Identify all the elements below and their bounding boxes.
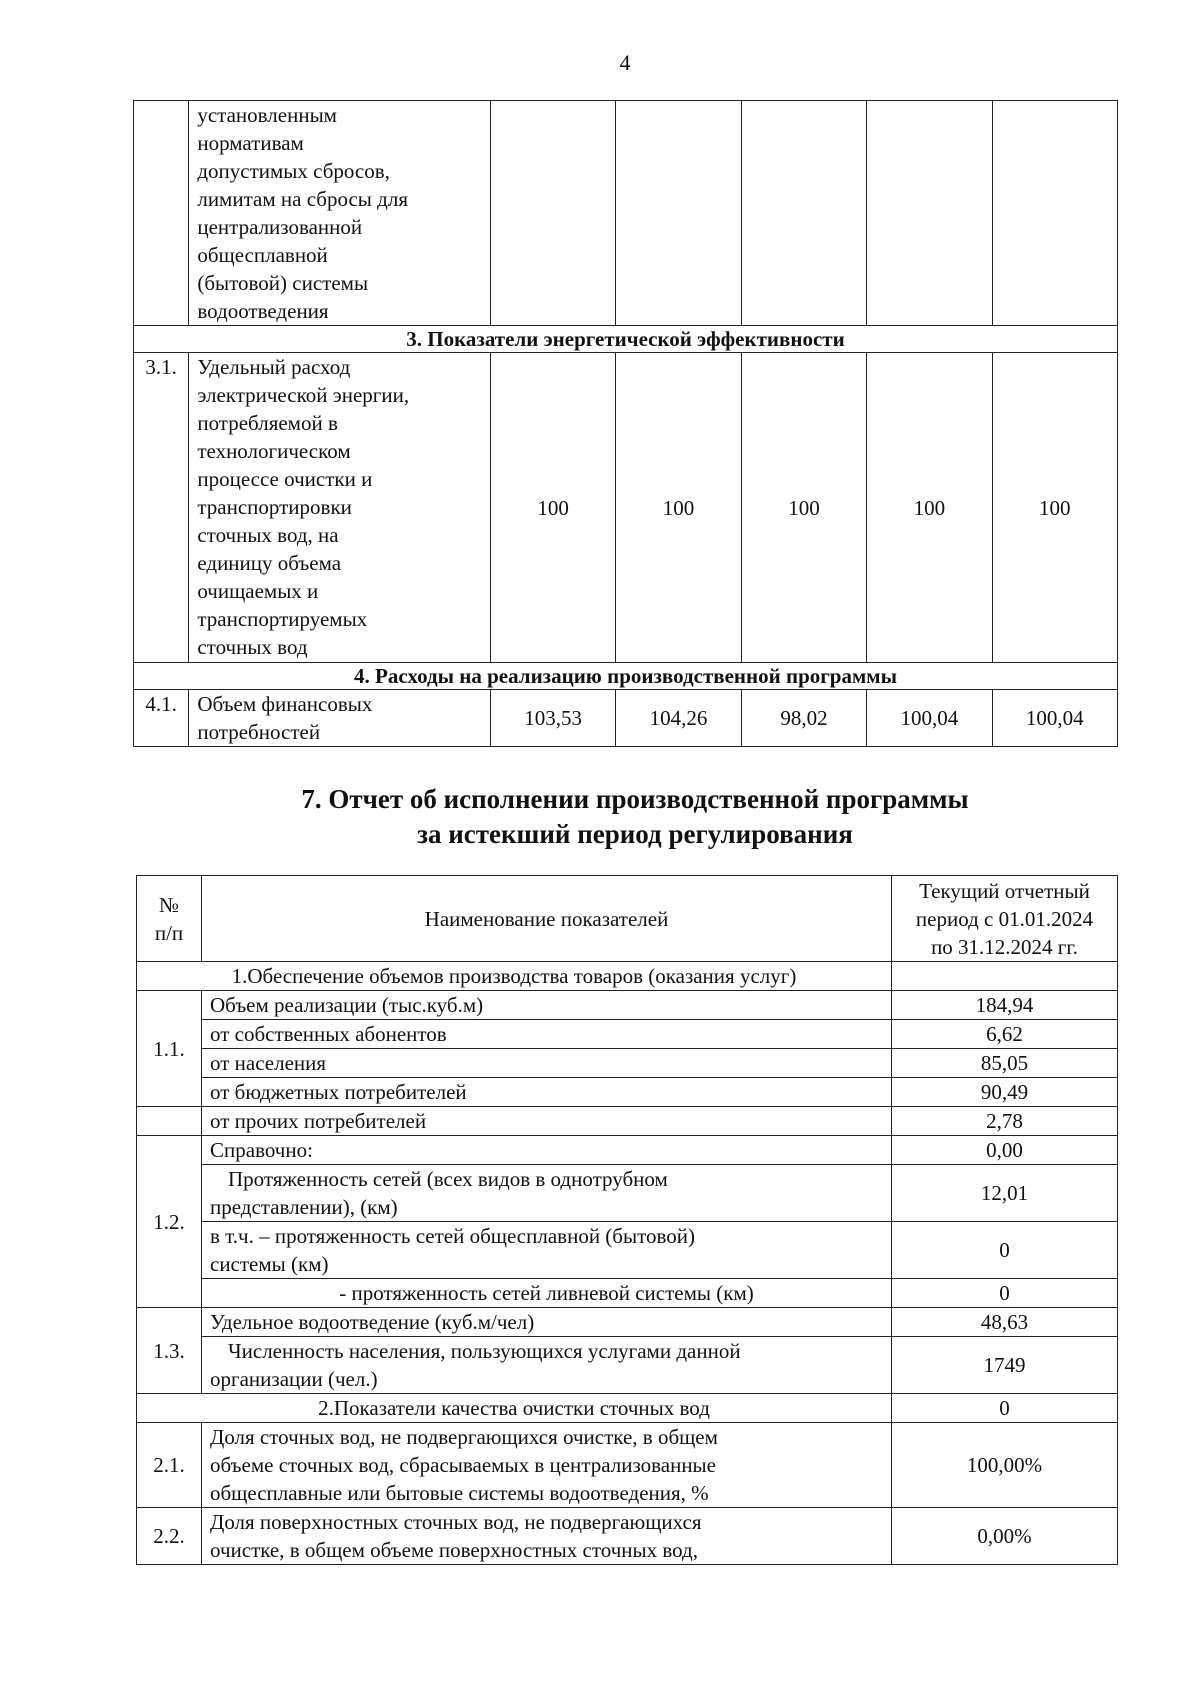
table-row	[137, 1279, 1118, 1308]
indicator-name-cell: Объем реализации (тыс.куб.м)	[202, 991, 892, 1020]
table-row	[137, 1423, 1118, 1508]
period-header-line: период с 01.01.2024	[915, 906, 1094, 931]
section-3-title: 3. Показатели энергетической эффективности	[134, 326, 1118, 353]
name-line: электрической энергии,	[197, 383, 410, 407]
name-line: организации (чел.)	[210, 1367, 378, 1391]
name-line: Протяженность сетей (всех видов в однотрубном	[228, 1167, 668, 1191]
indicator-name-cell	[202, 1222, 892, 1279]
value-cell	[892, 962, 1118, 991]
indicator-name-cell	[189, 101, 491, 326]
indicator-name-cell: Удельное водоотведение (куб.м/чел)	[202, 1308, 892, 1337]
number-header-line: №	[158, 892, 180, 917]
name-line: централизованной	[197, 215, 363, 239]
value-cell: 100	[741, 353, 866, 663]
value-cell: 103,53	[490, 690, 615, 747]
table-row	[137, 1107, 1118, 1136]
indicator-name-header: Наименование показателей	[202, 876, 892, 962]
indicator-name-cell	[202, 1337, 892, 1394]
table-row	[137, 1165, 1118, 1222]
value-cell: 90,49	[892, 1078, 1118, 1107]
page-number: 4	[619, 50, 631, 75]
section-row	[134, 326, 1118, 353]
row-number-cell: 3.1.	[134, 353, 189, 663]
row-number-cell: 1.1.	[137, 991, 202, 1107]
value-cell: 98,02	[741, 690, 866, 747]
name-line: установленным	[197, 103, 337, 127]
value-cell: 0	[892, 1394, 1118, 1423]
indicator-name-cell: от прочих потребителей	[202, 1107, 892, 1136]
value-cell: 0,00	[892, 1136, 1118, 1165]
section-2-title: 2.Показатели качества очистки сточных вод	[137, 1394, 892, 1423]
value-cell: 85,05	[892, 1049, 1118, 1078]
name-line: очищаемых и	[197, 579, 319, 603]
value-cell: 100	[992, 353, 1117, 663]
value-cell: 48,63	[892, 1308, 1118, 1337]
period-header-line: по 31.12.2024 гг.	[931, 934, 1078, 959]
table-row	[137, 1020, 1118, 1049]
header-row	[137, 876, 1118, 962]
name-line: сточных вод, на	[197, 523, 339, 547]
production-program-indicators-table	[133, 100, 1118, 747]
number-header-line: п/п	[154, 920, 184, 945]
name-line: Удельный расход	[197, 355, 351, 379]
row-number-cell: 2.2.	[137, 1508, 202, 1565]
indicator-name-cell: от бюджетных потребителей	[202, 1078, 892, 1107]
program-execution-report-table	[136, 875, 1118, 1565]
name-line: допустимых сбросов,	[197, 159, 390, 183]
name-line: лимитам на сбросы для	[197, 187, 408, 211]
name-line: объеме сточных вод, сбрасываемых в централизованные	[210, 1453, 716, 1477]
indicator-name-cell	[189, 690, 491, 747]
row-number-cell: 1.2.	[137, 1136, 202, 1308]
period-header-line: Текущий отчетный	[919, 878, 1090, 903]
value-cell: 1749	[892, 1337, 1118, 1394]
value-cell: 0	[892, 1222, 1118, 1279]
row-number-cell: 2.1.	[137, 1423, 202, 1508]
section-row	[137, 1394, 1118, 1423]
value-cell: 6,62	[892, 1020, 1118, 1049]
section-row	[134, 663, 1118, 690]
row-number-cell: 4.1.	[134, 690, 189, 747]
name-line: потребностей	[197, 720, 321, 744]
value-cell	[490, 101, 615, 326]
indicator-name-cell: от собственных абонентов	[202, 1020, 892, 1049]
number-header	[137, 876, 202, 962]
name-line: технологическом	[197, 439, 351, 463]
table-row	[134, 101, 1118, 326]
value-cell: 100	[867, 353, 992, 663]
name-line: Объем финансовых	[197, 692, 373, 716]
row-number-cell: 1.3.	[137, 1308, 202, 1394]
value-cell: 100	[490, 353, 615, 663]
name-line: представлении), (км)	[210, 1195, 398, 1219]
section-4-title: 4. Расходы на реализацию производственной программы	[134, 663, 1118, 690]
table-row	[134, 353, 1118, 663]
name-line: нормативам	[197, 131, 304, 155]
table-row	[137, 1136, 1118, 1165]
indicator-name-cell: - протяженность сетей ливневой системы (км)	[202, 1279, 892, 1308]
table-row	[137, 1222, 1118, 1279]
name-line: в т.ч. – протяженность сетей общесплавной (бытовой)	[210, 1224, 695, 1248]
heading-line: 7. Отчет об исполнении производственной программы	[301, 784, 969, 814]
indicator-name-cell: Справочно:	[202, 1136, 892, 1165]
name-line: Численность населения, пользующихся услугами данной	[228, 1339, 741, 1363]
name-line: процессе очистки и	[197, 467, 373, 491]
indicator-name-cell	[202, 1423, 892, 1508]
value-cell: 100	[616, 353, 741, 663]
indicator-name-cell	[202, 1165, 892, 1222]
name-line: системы (км)	[210, 1252, 329, 1276]
table-row	[134, 690, 1118, 747]
name-line: транспортировки	[197, 495, 352, 519]
name-line: общесплавной	[197, 243, 328, 267]
name-line: очистке, в общем объеме поверхностных сточных вод,	[210, 1538, 698, 1562]
indicator-name-cell: от населения	[202, 1049, 892, 1078]
table-row	[137, 1049, 1118, 1078]
name-line: транспортируемых	[197, 607, 368, 631]
table-row	[137, 1078, 1118, 1107]
value-cell: 100,04	[867, 690, 992, 747]
section-7-heading	[0, 782, 1200, 852]
table-row	[137, 991, 1118, 1020]
value-cell: 184,94	[892, 991, 1118, 1020]
name-line: (бытовой) системы	[197, 271, 369, 295]
table-row	[137, 1508, 1118, 1565]
value-cell	[741, 101, 866, 326]
heading-line: за истекший период регулирования	[417, 819, 853, 849]
table-row	[137, 1337, 1118, 1394]
name-line: общесплавные или бытовые системы водоотведения, %	[210, 1481, 709, 1505]
value-cell: 0	[892, 1279, 1118, 1308]
name-line: водоотведения	[197, 299, 329, 323]
name-line: Доля поверхностных сточных вод, не подвергающихся	[210, 1510, 702, 1534]
value-cell	[867, 101, 992, 326]
row-number-cell	[134, 101, 189, 326]
value-cell: 12,01	[892, 1165, 1118, 1222]
period-header	[892, 876, 1118, 962]
section-row	[137, 962, 1118, 991]
indicator-name-cell	[189, 353, 491, 663]
name-line: сточных вод	[197, 635, 308, 659]
indicator-name-cell	[202, 1508, 892, 1565]
name-line: Доля сточных вод, не подвергающихся очистке, в общем	[210, 1425, 718, 1449]
value-cell: 2,78	[892, 1107, 1118, 1136]
name-line: потребляемой в	[197, 411, 338, 435]
table-row	[137, 1308, 1118, 1337]
value-cell	[616, 101, 741, 326]
section-1-title: 1.Обеспечение объемов производства товаров (оказания услуг)	[137, 962, 892, 991]
value-cell	[992, 101, 1117, 326]
name-line: единицу объема	[197, 551, 342, 575]
value-cell: 104,26	[616, 690, 741, 747]
value-cell: 100,04	[992, 690, 1117, 747]
row-number-cell	[137, 1107, 202, 1136]
value-cell: 0,00%	[892, 1508, 1118, 1565]
value-cell: 100,00%	[892, 1423, 1118, 1508]
